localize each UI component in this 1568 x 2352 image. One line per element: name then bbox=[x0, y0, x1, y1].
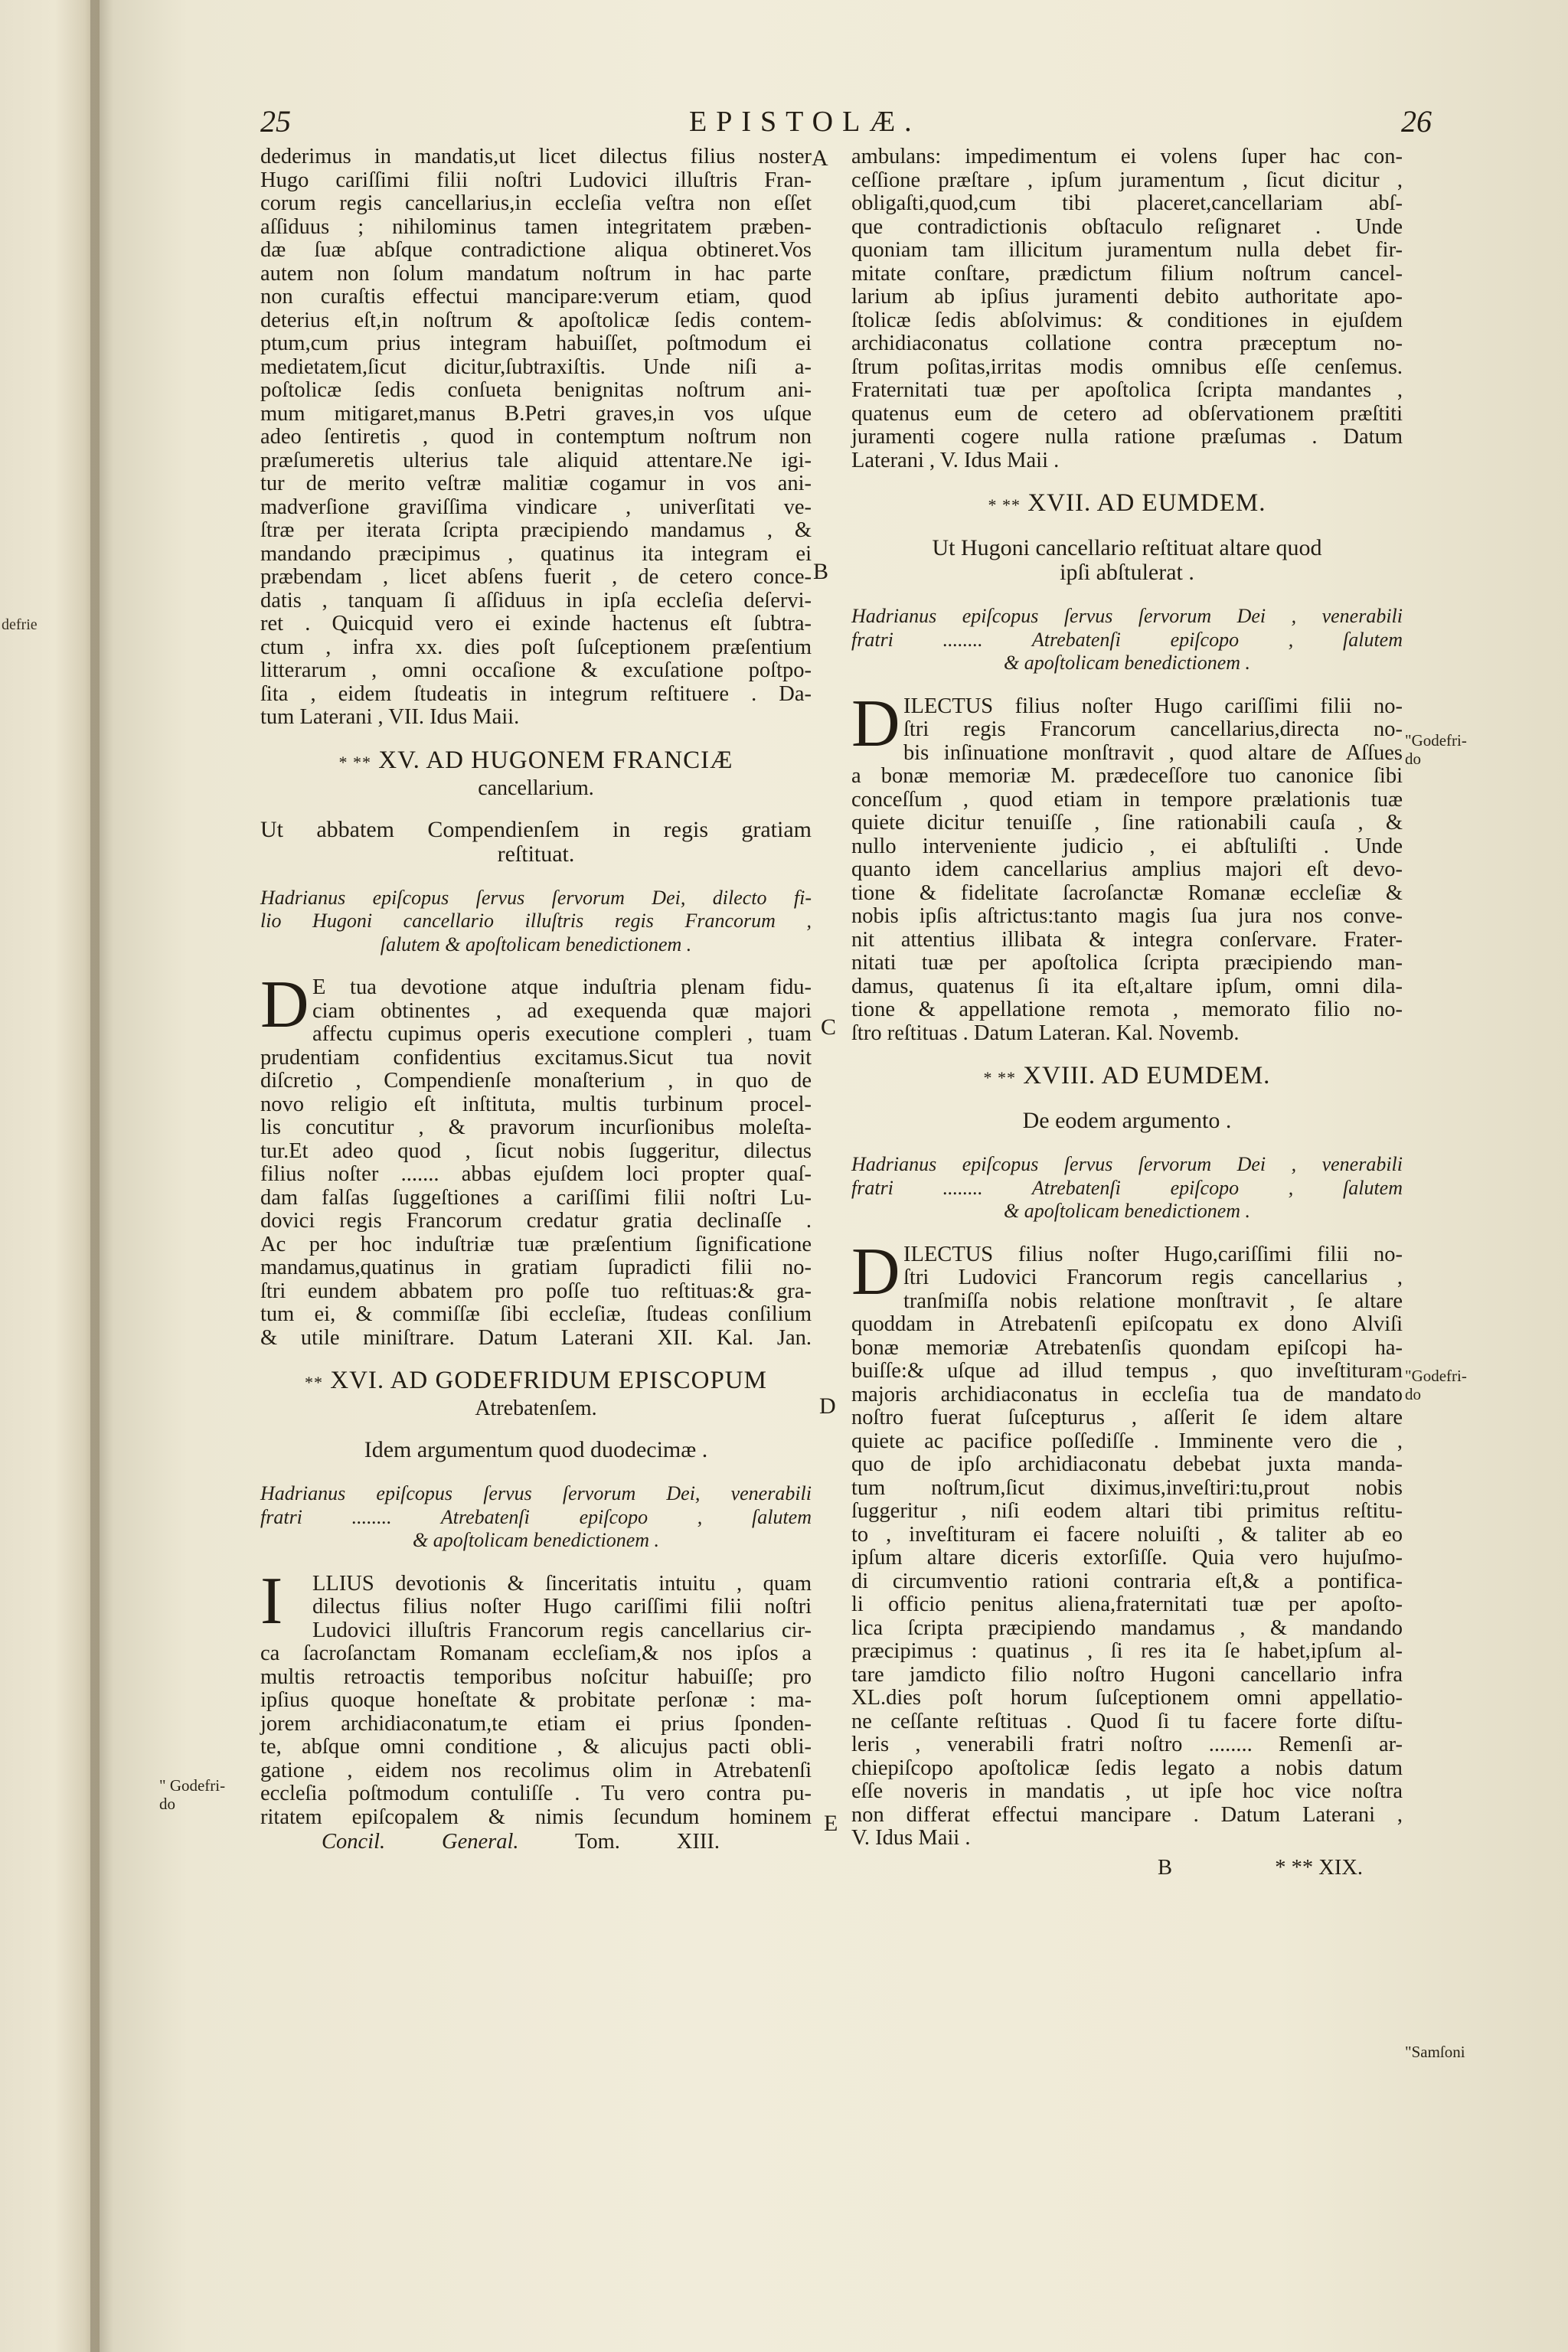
text-line: te, abſque omni conditione , & alicujus pacti obli- bbox=[260, 1735, 812, 1759]
section-mark-c: C bbox=[821, 1014, 837, 1040]
text-line: tum noſtrum,ſicut diximus,inveſtiri:tu,prout nobis bbox=[851, 1475, 1403, 1500]
letter-xvii-summary bbox=[851, 536, 1403, 585]
text-line: leris , venerabili fratri noſtro ........ Remenſi ar- bbox=[851, 1733, 1403, 1756]
letter-xvii-title: XVII. AD EUMDEM. bbox=[1027, 489, 1266, 517]
greeting-line: Hadrianus epiſcopus ſervus ſervorum Dei, venerabili bbox=[260, 1482, 812, 1504]
text-line: dovici regis Francorum credatur gratia declinaſſe . bbox=[260, 1209, 812, 1233]
letter-xv-greeting bbox=[260, 887, 812, 957]
margin-note-line: do bbox=[1405, 750, 1421, 768]
text-line: conceſſum , quod etiam in tempore prælationis tuæ bbox=[851, 787, 1403, 812]
text-line: non differat effectui mancipare . Datum Laterani , bbox=[851, 1802, 1403, 1827]
text-line: quoniam tam illicitum juramentum nulla debet fir- bbox=[851, 238, 1403, 262]
summary-line: Ut abbatem Compendienſem in regis gratiam bbox=[260, 816, 812, 842]
text-line: ſtri Ludovici Francorum regis cancellarius , bbox=[903, 1266, 1403, 1289]
text-line: ſtræ per iterata ſcripta præcipiendo mandamus , & bbox=[260, 518, 812, 542]
catchword: * ** XIX. bbox=[1275, 1855, 1364, 1880]
text-line: ſtro reſtituas . Datum Lateran. Kal. Novemb. bbox=[851, 1021, 1240, 1045]
facing-page-edge bbox=[0, 0, 100, 2352]
text-line: noſtro fuerat ſuſcepturus , aſſerit ſe idem altare bbox=[851, 1406, 1403, 1429]
text-line: chiepiſcopo apoſtolicæ ſedis legato a nobis datum bbox=[851, 1756, 1403, 1780]
text-line: jorem archidiaconatum,te etiam ei prius ſponden- bbox=[260, 1711, 812, 1736]
text-line: nullo interveniente judicio , ei abſtuliſti . Unde bbox=[851, 834, 1403, 858]
note-marker: * ** bbox=[338, 752, 371, 772]
text-line: ne ceſſante reſtituas . Quod ſi tu facere forte diſtu- bbox=[851, 1709, 1403, 1733]
greeting-line: & apoſtolicam benedictionem . bbox=[1003, 1200, 1251, 1222]
text-line: ipſum altare diceris extorſiſſe. Quia vero hujuſmo- bbox=[851, 1546, 1403, 1570]
text-line: nitati tuæ per apoſtolica ſcripta præcipiendo man- bbox=[851, 951, 1403, 975]
text-line: di circumventio rationi contraria eſt,& a pontifica- bbox=[851, 1569, 1403, 1593]
text-line: quiete dicitur tenuiſſe , ſine rationabili cauſa , & bbox=[851, 811, 1403, 835]
text-line: dederimus in mandatis,ut licet dilectus filius noster bbox=[260, 145, 812, 168]
section-mark-a: A bbox=[812, 145, 828, 171]
text-line: majoris archidiaconatus in eccleſia tua de mandato bbox=[851, 1382, 1403, 1406]
text-line: LLIUS devotionis & ſinceritatis intuitu , quam bbox=[312, 1571, 812, 1596]
right-column-continuation bbox=[851, 145, 1403, 472]
text-line: mandando præcipimus , quatinus ita integram ei bbox=[260, 541, 812, 566]
left-page-number: 25 bbox=[260, 104, 291, 139]
greeting-line: Hadrianus epiſcopus ſervus ſervorum Dei , venerabili bbox=[851, 1153, 1403, 1175]
note-marker: * ** bbox=[983, 1068, 1017, 1087]
note-marker: * ** bbox=[988, 495, 1021, 514]
text-line: ſtri eundem abbatem pro poſſe tuo reſtituas:& gra- bbox=[260, 1279, 812, 1303]
text-line: corum regis cancellarius,in eccleſia veſtra non eſſet bbox=[260, 191, 812, 215]
right-column bbox=[851, 145, 1403, 1880]
left-column-continuation bbox=[260, 145, 812, 730]
text-line: ambulans: impedimentum ei volens ſuper hac con- bbox=[851, 145, 1403, 168]
text-line: quanto idem cancellarius amplius majori eſt devo- bbox=[851, 858, 1403, 881]
text-line: præſumeretis ulterius tale aliquid attentare.Ne igi- bbox=[260, 448, 812, 472]
text-line: ptum,cum prius integram habuiſſet, poſtmodum ei bbox=[260, 332, 812, 355]
text-line: tare jamdicto filio noſtro Hugoni cancellario infra bbox=[851, 1662, 1403, 1687]
text-line: medietatem,ſicut dicitur,ſubtraxiſtis. Unde niſi a- bbox=[260, 354, 812, 379]
text-line: juramenti cogere nulla ratione præſumas . Datum bbox=[851, 425, 1403, 449]
text-line: adeo ſentiretis , quod in contemptum noſtrum non bbox=[260, 425, 812, 449]
margin-fragment: defrie bbox=[2, 616, 38, 633]
text-line: dæ ſuæ abſque contradictione aliqua obtineret.Vos bbox=[260, 238, 812, 262]
margin-note-line: "Samſoni bbox=[1405, 2043, 1465, 2061]
margin-note-godefrido bbox=[1405, 731, 1467, 768]
left-column bbox=[260, 145, 812, 1854]
greeting-line: ſalutem & apoſtolicam benedictionem . bbox=[380, 933, 692, 956]
text-line: tur de merito veſtræ malitiæ cogamur in vos ani- bbox=[260, 472, 812, 495]
text-line: ciam obtinentes , ad exequenda quæ majori bbox=[312, 998, 812, 1023]
text-line: tranſmiſſa nobis relatione monſtravit , ſe altare bbox=[903, 1289, 1403, 1313]
section-mark-e: E bbox=[824, 1811, 838, 1836]
text-line: ſita , eidem ſtudeatis in integrum reſtituere . Da- bbox=[260, 681, 812, 706]
text-line: tum ei, & commiſſæ ſibi eccleſiæ, ſtudeas conſilium bbox=[260, 1302, 812, 1326]
text-line: diſcretio , Compendienſe monaſterium , in quo de bbox=[260, 1069, 812, 1093]
text-line: mitate conſtare, prædictum filium noſtrum cancel- bbox=[851, 261, 1403, 286]
greeting-line: & apoſtolicam benedictionem . bbox=[412, 1529, 660, 1551]
summary-line: reſtituat. bbox=[497, 841, 575, 867]
text-line: Laterani , V. Idus Maii . bbox=[851, 448, 1060, 472]
letter-xvi-body bbox=[260, 1563, 812, 1830]
greeting-line: Hadrianus epiſcopus ſervus ſervorum Dei , venerabili bbox=[851, 605, 1403, 627]
margin-note-line: "Godefri- bbox=[1405, 1367, 1467, 1385]
text-line: E tua devotione atque induſtria plenam fidu- bbox=[312, 975, 812, 999]
letter-xv-title: XV. AD HUGONEM FRANCIÆ bbox=[378, 746, 733, 774]
signature-mark: B bbox=[1158, 1855, 1173, 1880]
footer-signature: Concil. General. bbox=[322, 1830, 519, 1854]
text-line: eſſe noveris in mandatis , ut ipſe hoc vice noſtra bbox=[851, 1779, 1403, 1803]
greeting-line: & apoſtolicam benedictionem . bbox=[1003, 652, 1251, 674]
text-line: poſtolicæ ſedis conſueta benignitas noſtrum ani- bbox=[260, 378, 812, 402]
text-line: mandamus,quatinus in gratiam ſupradicti filii no- bbox=[260, 1256, 812, 1279]
text-line: quiete ac pacifice poſſediſſe . Imminente vero die , bbox=[851, 1429, 1403, 1453]
greeting-line: fratri ........ Atrebatenſi epiſcopo , ſalutem bbox=[260, 1505, 812, 1528]
summary-line: Ut Hugoni cancellario reſtituat altare quod bbox=[932, 535, 1322, 560]
letter-xviii-summary: De eodem argumento . bbox=[1022, 1108, 1232, 1133]
text-line: V. Idus Maii . bbox=[851, 1826, 971, 1850]
margin-note-samsoni bbox=[1405, 2043, 1465, 2061]
letter-xvi-subtitle: Atrebatenſem. bbox=[475, 1396, 597, 1420]
text-line: buiſſe:& uſque ad illud tempus , quo inveſtituram bbox=[851, 1359, 1403, 1383]
text-line: tione & appellatione remota , memorato filio no- bbox=[851, 998, 1403, 1021]
section-mark-d: D bbox=[819, 1393, 836, 1419]
letter-xvi-title: XVI. AD GODEFRIDUM EPISCOPUM bbox=[330, 1367, 767, 1394]
section-mark-b: B bbox=[813, 559, 829, 584]
drop-cap: I bbox=[260, 1563, 283, 1638]
text-line: ceſſione præſtare , ipſum juramentum , ſicut dicitur , bbox=[851, 168, 1403, 192]
greeting-line: fratri ........ Atrebatenſi epiſcopo , ſalutem bbox=[851, 1176, 1403, 1199]
letter-xv-subtitle: cancellarium. bbox=[478, 776, 594, 800]
letter-xviii-title: XVIII. AD EUMDEM. bbox=[1023, 1062, 1271, 1089]
text-line: ILECTUS filius noſter Hugo,cariſſimi filii no- bbox=[903, 1242, 1403, 1266]
margin-note-line: "Godefri- bbox=[1405, 731, 1467, 750]
drop-cap: D bbox=[260, 968, 309, 1042]
greeting-line: fratri ........ Atrebatenſi epiſcopo , ſalutem bbox=[851, 628, 1403, 651]
right-page-number: 26 bbox=[1401, 104, 1432, 139]
text-line: nobis ipſis aſtrictus:tanto magis ſua jura nos conve- bbox=[851, 904, 1403, 928]
text-line: multis retroactis temporibus noſcitur habuiſſe; pro bbox=[260, 1664, 812, 1689]
text-line: que contradictionis obſtaculo reſignaret . Unde bbox=[851, 214, 1403, 239]
text-line: obligaſti,quod,cum tibi placeret,cancellariam abſ- bbox=[851, 191, 1403, 215]
text-line: XL.dies poſt horum ſuſceptionem omni appellatio- bbox=[851, 1686, 1403, 1710]
text-line: & utile miniſtrare. Datum Laterani XII. Kal. Jan. bbox=[260, 1325, 812, 1350]
text-line: non curaſtis effectui mancipare:verum etiam, quod bbox=[260, 285, 812, 309]
text-line: ca ſacroſanctam Romanam eccleſiam,& nos ipſos a bbox=[260, 1642, 812, 1665]
catchword-line bbox=[851, 1857, 1403, 1880]
letter-xviii-body bbox=[851, 1234, 1403, 1851]
text-line: quoddam in Atrebatenſi epiſcopatu ex dono Alviſi bbox=[851, 1312, 1403, 1336]
text-line: filius noſter ....... abbas ejuſdem loci propter quaſ- bbox=[260, 1162, 812, 1186]
margin-note-line: " Godefri- bbox=[159, 1776, 226, 1795]
letter-xvii-greeting bbox=[851, 605, 1403, 675]
text-line: præcipimus : quatinus , ſi res ita ſe habet,ipſum al- bbox=[851, 1639, 1403, 1663]
margin-note-line: do bbox=[1405, 1385, 1421, 1403]
text-line: autem non ſolum mandatum noſtrum in hac parte bbox=[260, 261, 812, 286]
greeting-line: Hadrianus epiſcopus ſervus ſervorum Dei, dilecto fi- bbox=[260, 886, 812, 909]
text-line: ſuggeritur , niſi eodem altari tibi primitus reſtitu- bbox=[851, 1499, 1403, 1523]
text-line: tum Laterani , VII. Idus Maii. bbox=[260, 705, 520, 729]
letter-xvi-summary: Idem argumentum quod duodecimæ . bbox=[364, 1437, 708, 1462]
text-line: ILECTUS filius noſter Hugo cariſſimi filii no- bbox=[903, 694, 1403, 718]
text-line: archidiaconatus collatione contra præceptum no- bbox=[851, 332, 1403, 355]
text-line: dam falſas ſuggeſtiones a cariſſimi filii noſtri Lu- bbox=[260, 1185, 812, 1210]
greeting-line: lio Hugoni cancellario illuſtris regis Francorum , bbox=[260, 910, 812, 932]
text-line: Ludovici illuſtris Francorum regis cancellarius cir- bbox=[312, 1618, 812, 1642]
page-header bbox=[0, 103, 1568, 142]
text-line: quatenus eum de cetero ad obſervationem præſtiti bbox=[851, 401, 1403, 426]
drop-cap: D bbox=[851, 1234, 900, 1309]
letter-xvii-heading bbox=[851, 489, 1403, 519]
text-line: ſtrum poſitas,irritas modis omnibus eſſe cenſemus. bbox=[851, 354, 1403, 379]
text-line: aſſiduus ; nihilominus tamen integritatem præben- bbox=[260, 214, 812, 239]
text-line: ritatem epiſcopalem & nimis ſecundum hominem bbox=[260, 1805, 812, 1829]
text-line: tione & fidelitate ſacroſanctæ Romanæ eccleſiæ & bbox=[851, 880, 1403, 905]
text-line: nit attentius illibata & integra conſervare. Frater- bbox=[851, 927, 1403, 952]
letter-xvii-body bbox=[851, 686, 1403, 1046]
text-line: ipſius quoque honeſtate & probitate perſonæ : ma- bbox=[260, 1688, 812, 1712]
text-line: eccleſia poſtmodum contuliſſe . Tu vero contra pu- bbox=[260, 1782, 812, 1805]
text-line: affectu cupimus operis executione compleri , tuam bbox=[312, 1022, 812, 1046]
text-line: bis inſinuatione monſtravit , quod altare de Aſſues bbox=[903, 740, 1403, 765]
text-line: madverſione graviſſima vindicare , univerſitati ve- bbox=[260, 495, 812, 519]
note-marker: ** bbox=[305, 1373, 323, 1392]
text-line: ſtri regis Francorum cancellarius,directa no- bbox=[903, 717, 1403, 741]
footer-volume: Tom. XIII. bbox=[574, 1830, 720, 1854]
text-line: larium ab ipſius juramenti debito authoritate apo- bbox=[851, 285, 1403, 309]
text-line: prudentiam confidentius excitamus.Sicut tua novit bbox=[260, 1045, 812, 1070]
letter-xv-body bbox=[260, 968, 812, 1350]
text-line: datis , tanquam ſi aſſiduus in ipſa eccleſia deſervi- bbox=[260, 588, 812, 612]
running-title: EPISTOLÆ. bbox=[689, 106, 921, 138]
text-line: litterarum , omni occaſione & excuſatione poſtpo- bbox=[260, 658, 812, 682]
page-footer bbox=[260, 1831, 812, 1854]
text-line: præbendam , licet abſens fuerit , de cetero conce- bbox=[260, 565, 812, 589]
text-line: Hugo cariſſimi filii noſtri Ludovici illuſtris Fran- bbox=[260, 168, 812, 192]
text-line: ſtolicæ ſedis abſolvimus: & conditiones in ejuſdem bbox=[851, 308, 1403, 332]
summary-line: ipſi abſtulerat . bbox=[1060, 560, 1194, 585]
drop-cap: D bbox=[851, 686, 900, 761]
text-line: tur.Et adeo quod , ſicut nobis ſuggeritur, dilectus bbox=[260, 1138, 812, 1163]
text-line: Fraternitati tuæ per apoſtolica ſcripta mandantes , bbox=[851, 378, 1403, 402]
margin-note-line: do bbox=[159, 1795, 175, 1813]
text-line: a bonæ memoriæ M. prædeceſſore tuo canonice ſibi bbox=[851, 764, 1403, 788]
text-line: bonæ memoriæ Atrebatenſis quondam epiſcopi ha- bbox=[851, 1335, 1403, 1360]
text-line: quo de ipſo archidiaconatu debebat juxta manda- bbox=[851, 1452, 1403, 1476]
page-gutter bbox=[90, 0, 113, 2352]
text-line: gatione , eidem nos recolimus olim in Atrebatenſi bbox=[260, 1758, 812, 1782]
letter-xviii-greeting bbox=[851, 1153, 1403, 1223]
text-line: deterius eſt,in noſtrum & apoſtolicæ ſedis contem- bbox=[260, 308, 812, 332]
text-line: lica ſcripta præcipiendo mandamus , & mandando bbox=[851, 1615, 1403, 1640]
letter-xviii-heading bbox=[851, 1062, 1403, 1092]
text-line: mum mitigaret,manus B.Petri graves,in vos uſque bbox=[260, 401, 812, 426]
text-line: damus, quatenus ſi ita eſt,altare ipſum, omni dila- bbox=[851, 974, 1403, 998]
text-line: dilectus filius noſter Hugo cariſſimi filii noſtri bbox=[312, 1595, 812, 1619]
letter-xvi-heading bbox=[260, 1367, 812, 1396]
text-line: li officio penitus aliena,fraternitati tuæ per apoſto- bbox=[851, 1592, 1403, 1616]
text-line: ret . Quicquid vero ei exinde hactenus eſt ſubtra- bbox=[260, 612, 812, 635]
margin-note-godefrido bbox=[159, 1776, 225, 1813]
margin-note-godefrido bbox=[1405, 1367, 1467, 1403]
letter-xv-summary bbox=[260, 818, 812, 867]
text-line: lis concutitur , & pravorum incurſionibus moleſta- bbox=[260, 1116, 812, 1139]
letter-xvi-greeting bbox=[260, 1482, 812, 1553]
text-line: Ac per hoc induſtriæ tuæ præſentium ſignificatione bbox=[260, 1232, 812, 1256]
text-line: ctum , infra xx. dies poſt ſuſceptionem præſentium bbox=[260, 635, 812, 659]
text-line: novo religio eſt inſtituta, multis turbinum procel- bbox=[260, 1092, 812, 1116]
text-line: to , inveſtituram ei facere noluiſti , & taliter ab eo bbox=[851, 1522, 1403, 1547]
letter-xv-heading bbox=[260, 746, 812, 776]
